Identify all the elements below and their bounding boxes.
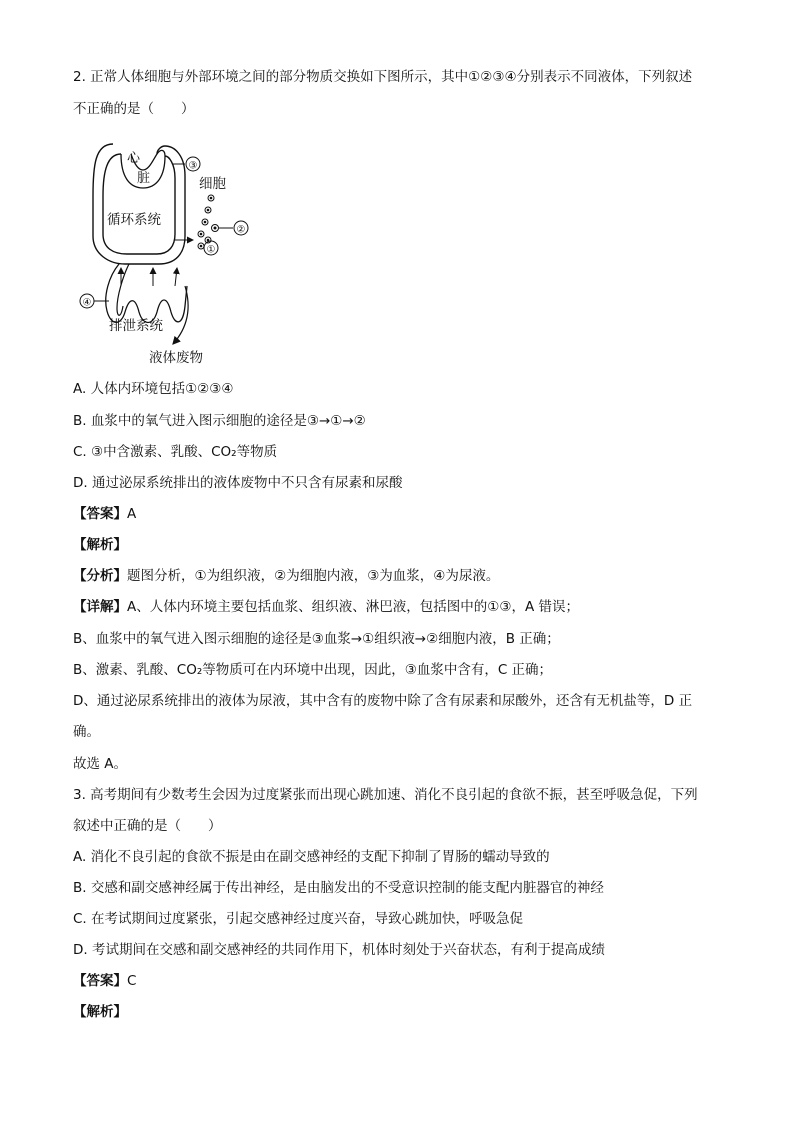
q2-option-d: D. 通过泌尿系统排出的液体废物中不只含有尿素和尿酸 bbox=[73, 475, 403, 491]
marker-4: ④ bbox=[82, 297, 92, 309]
q2-stem-line2: 不正确的是（ ） bbox=[73, 101, 195, 117]
q2-stem-line1: 2. 正常人体细胞与外部环境之间的部分物质交换如下图所示，其中①②③④分别表示不同液体，下列叙述 bbox=[73, 69, 693, 85]
q3-analysis-tag: 【解析】 bbox=[73, 1004, 127, 1020]
q3-option-a: A. 消化不良引起的食欲不振是由在副交感神经的支配下抑制了胃肠的蠕动导致的 bbox=[73, 849, 550, 865]
q2-detail-d1: D、通过泌尿系统排出的液体为尿液，其中含有的废物中除了含有尿素和尿酸外，还含有无机盐等，D 正 bbox=[73, 693, 693, 709]
q2-answer bbox=[73, 505, 136, 523]
q2-detail-tag: 【详解】 bbox=[73, 599, 127, 615]
q3-stem-line1: 3. 高考期间有少数考生会因为过度紧张而出现心跳加速、消化不良引起的食欲不振，甚至呼吸急促，下列 bbox=[73, 787, 698, 803]
q2-option-c: C. ③中含激素、乳酸、CO₂等物质 bbox=[73, 444, 278, 460]
q3-option-d: D. 考试期间在交感和副交感神经的共同作用下，机体时刻处于兴奋状态，有利于提高成绩 bbox=[73, 942, 605, 958]
q3-answer bbox=[73, 972, 136, 990]
q2-detail-b: B、血浆中的氧气进入图示细胞的途径是③血浆→①组织液→②细胞内液，B 正确； bbox=[73, 631, 560, 647]
cells-label: 细胞 bbox=[199, 176, 226, 192]
q2-detail-a bbox=[73, 598, 579, 616]
marker-1: ① bbox=[206, 244, 216, 256]
marker-3: ③ bbox=[188, 160, 198, 172]
q2-detail-c: B、激素、乳酸、CO₂等物质可在内环境中出现，因此，③血浆中含有，C 正确； bbox=[73, 662, 553, 678]
heart-label-top: 心 bbox=[127, 151, 141, 166]
q2-option-a: A. 人体内环境包括①②③④ bbox=[73, 381, 234, 397]
q2-answer-value: A bbox=[127, 506, 137, 522]
q3-answer-value: C bbox=[127, 973, 137, 989]
q2-answer-tag: 【答案】 bbox=[73, 506, 127, 522]
cell-cluster bbox=[198, 195, 219, 249]
marker-2: ② bbox=[236, 224, 246, 236]
q2-fenxi-tag: 【分析】 bbox=[73, 568, 127, 584]
circulation-label: 循环系统 bbox=[107, 212, 161, 228]
q2-detail-d2: 确。 bbox=[73, 724, 100, 740]
q3-option-c: C. 在考试期间过度紧张，引起交感神经过度兴奋，导致心跳加快，呼吸急促 bbox=[73, 911, 524, 927]
body-fluid-exchange-diagram bbox=[73, 136, 273, 371]
q2-analysis-tag: 【解析】 bbox=[73, 537, 127, 553]
waste-label: 液体废物 bbox=[149, 350, 203, 366]
q2-conclusion: 故选 A。 bbox=[73, 756, 128, 772]
excretion-label: 排泄系统 bbox=[109, 318, 163, 334]
q3-answer-tag: 【答案】 bbox=[73, 973, 127, 989]
q3-option-b: B. 交感和副交感神经属于传出神经，是由脑发出的不受意识控制的能支配内脏器官的神经 bbox=[73, 880, 604, 896]
q3-stem-line2: 叙述中正确的是（ ） bbox=[73, 818, 222, 834]
q2-fenxi-text: 题图分析，①为组织液，②为细胞内液，③为血浆，④为尿液。 bbox=[127, 568, 500, 584]
q2-fenxi bbox=[73, 567, 499, 585]
heart-label-bottom: 脏 bbox=[137, 171, 151, 186]
q2-option-b: B. 血浆中的氧气进入图示细胞的途径是③→①→② bbox=[73, 413, 366, 429]
q2-detail-a-text: A、人体内环境主要包括血浆、组织液、淋巴液，包括图中的①③，A 错误； bbox=[127, 599, 579, 615]
